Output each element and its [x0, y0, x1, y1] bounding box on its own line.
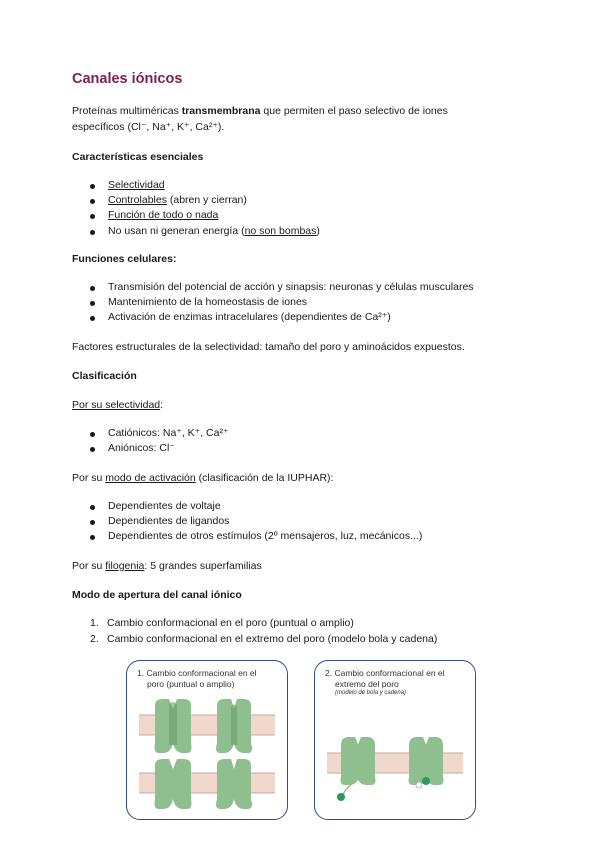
- channel-icon: [155, 759, 192, 809]
- list-item: Catiónicos: Na⁺, K⁺, Ca²⁺: [90, 426, 229, 441]
- figure-panel-1: [126, 660, 288, 820]
- channel-icon: [216, 759, 252, 809]
- activacion-line: [72, 470, 333, 486]
- list-item: [90, 193, 320, 208]
- caracteristica-link: no son bombas: [244, 224, 317, 237]
- apertura-list: [90, 615, 437, 647]
- caracteristica-link: Función de todo o nada: [108, 209, 219, 222]
- intro-text-1: Proteínas multiméricas: [72, 105, 182, 117]
- channel-icon: [337, 737, 376, 801]
- clasificacion-heading: Clasificación: [72, 370, 137, 382]
- intro-text-2: que permiten el paso selectivo de iones: [260, 105, 448, 117]
- list-item: Dependientes de ligandos: [90, 514, 422, 529]
- list-item: [90, 224, 320, 239]
- activacion-label: modo de activación: [105, 472, 196, 484]
- filogenia-prefix: Por su: [72, 560, 106, 572]
- factores-text: Factores estructurales de la selectividad: tamaño del poro y aminoácidos expuestos.: [72, 341, 465, 353]
- list-text: Cambio conformacional en el extremo del poro (modelo bola y cadena): [107, 633, 438, 645]
- list-item: [90, 615, 437, 631]
- selectividad-colon: :: [160, 399, 164, 411]
- list-item: [90, 631, 437, 647]
- list-item: Aniónicos: Cl⁻: [90, 441, 229, 456]
- intro-bold-term: transmembrana: [181, 105, 261, 117]
- page-title: Canales iónicos: [72, 71, 183, 87]
- activacion-suffix: (clasificación de la IUPHAR):: [195, 472, 334, 484]
- list-item: [90, 208, 320, 223]
- list-item: Dependientes de otros estímulos (2º mensajeros, luz, mecánicos...): [90, 529, 422, 544]
- list-number: 1.: [90, 617, 99, 629]
- caracteristicas-heading: Características esenciales: [72, 151, 204, 163]
- caracteristica-text: No usan ni generan energía (: [108, 224, 245, 237]
- channel-icon: [409, 737, 444, 788]
- list-number: 2.: [90, 633, 99, 645]
- funciones-heading: Funciones celulares:: [72, 253, 177, 265]
- caracteristica-link: Selectividad: [108, 179, 165, 191]
- panel-2-caption-line-2: extremo del poro: [335, 678, 399, 689]
- list-item: Activación de enzimas intracelulares (dependientes de Ca²⁺): [90, 310, 474, 325]
- list-item: Dependientes de voltaje: [90, 499, 422, 514]
- intro-line-2: específicos (Cl⁻, Na⁺, K⁺, Ca²⁺).: [72, 121, 225, 133]
- caracteristica-link: Controlables: [108, 194, 167, 207]
- list-item: Transmisión del potencial de acción y sinapsis: neuronas y células musculares: [90, 280, 474, 295]
- caracteristicas-list: [90, 178, 320, 239]
- apertura-heading: Modo de apertura del canal iónico: [72, 589, 242, 601]
- figure-panel-2: [314, 660, 476, 820]
- selectividad-list: [90, 426, 229, 456]
- intro-line-1: [72, 103, 448, 119]
- panel-2-caption-line-1: 2. Cambio conformacional en el: [325, 668, 445, 678]
- ion-channel-figure: [126, 660, 478, 822]
- selectividad-label: Por su selectividad: [72, 399, 161, 411]
- panel-1-illustration: [127, 661, 287, 819]
- activacion-list: [90, 499, 422, 545]
- channel-icon: [155, 699, 192, 753]
- activacion-prefix: Por su: [72, 472, 106, 484]
- channel-icon: [216, 699, 252, 753]
- list-item: [90, 178, 320, 193]
- filogenia-label: filogenia: [105, 560, 145, 572]
- panel-1-caption-line-2: poro (puntual o amplio): [147, 678, 235, 689]
- caracteristica-text: ): [316, 224, 320, 237]
- panel-2-caption-line-3: (modelo de bola y cadena): [335, 690, 407, 696]
- filogenia-line: [72, 558, 262, 574]
- caracteristica-text: (abren y cierran): [166, 194, 247, 207]
- ball-icon: [337, 793, 345, 801]
- list-item: Mantenimiento de la homeostasis de iones: [90, 295, 474, 310]
- panel-1-caption-line-1: 1. Cambio conformacional en el: [137, 668, 257, 678]
- funciones-list: [90, 280, 474, 326]
- panel-2-illustration: [315, 661, 475, 819]
- selectividad-line: [72, 397, 163, 413]
- list-text: Cambio conformacional en el poro (puntual o amplio): [107, 617, 354, 629]
- ball-icon: [422, 777, 430, 785]
- filogenia-suffix: : 5 grandes superfamilias: [144, 560, 262, 572]
